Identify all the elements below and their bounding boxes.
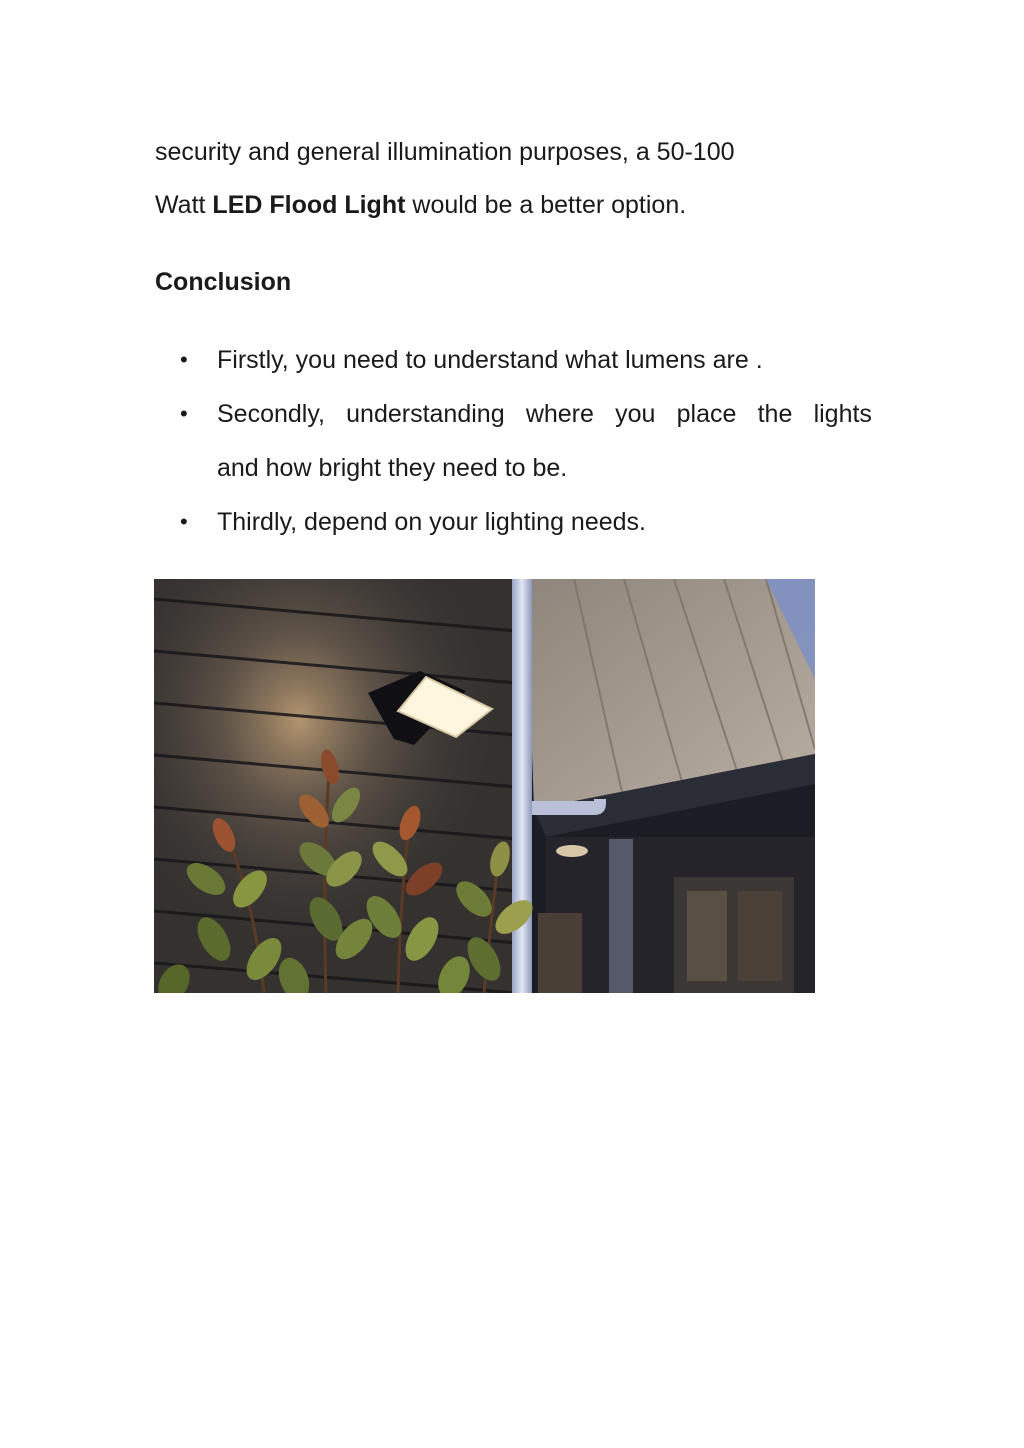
porch-ceiling-light xyxy=(556,845,588,857)
list-word: place xyxy=(676,400,737,428)
bullet-icon: • xyxy=(180,347,188,372)
section-heading: Conclusion xyxy=(155,268,292,296)
downspout-pipe xyxy=(512,579,532,993)
list-item-1: Firstly, you need to understand what lumens are . xyxy=(217,346,763,374)
list-item-3: Thirdly, depend on your lighting needs. xyxy=(217,508,646,536)
flood-light-photo xyxy=(154,579,815,993)
list-word: understanding xyxy=(346,400,505,428)
paragraph-line-1: security and general illumination purposes, a 50-100 xyxy=(155,138,735,166)
list-word: Secondly, xyxy=(217,400,325,428)
list-word: where xyxy=(525,400,594,428)
list-word: the xyxy=(757,400,793,428)
list-item-2-line-1 xyxy=(217,399,872,429)
list-word: you xyxy=(615,400,656,428)
paragraph-text: would be a better option. xyxy=(405,191,687,219)
flood-light-illustration xyxy=(154,579,815,993)
list-word: lights xyxy=(813,400,872,428)
paragraph-line-2 xyxy=(155,190,686,220)
bold-product-name: LED Flood Light xyxy=(212,191,406,219)
list-item-2-line-2: and how bright they need to be. xyxy=(217,454,568,482)
bullet-icon: • xyxy=(180,401,188,426)
bullet-icon: • xyxy=(180,509,188,534)
paragraph-text: Watt xyxy=(155,191,213,219)
